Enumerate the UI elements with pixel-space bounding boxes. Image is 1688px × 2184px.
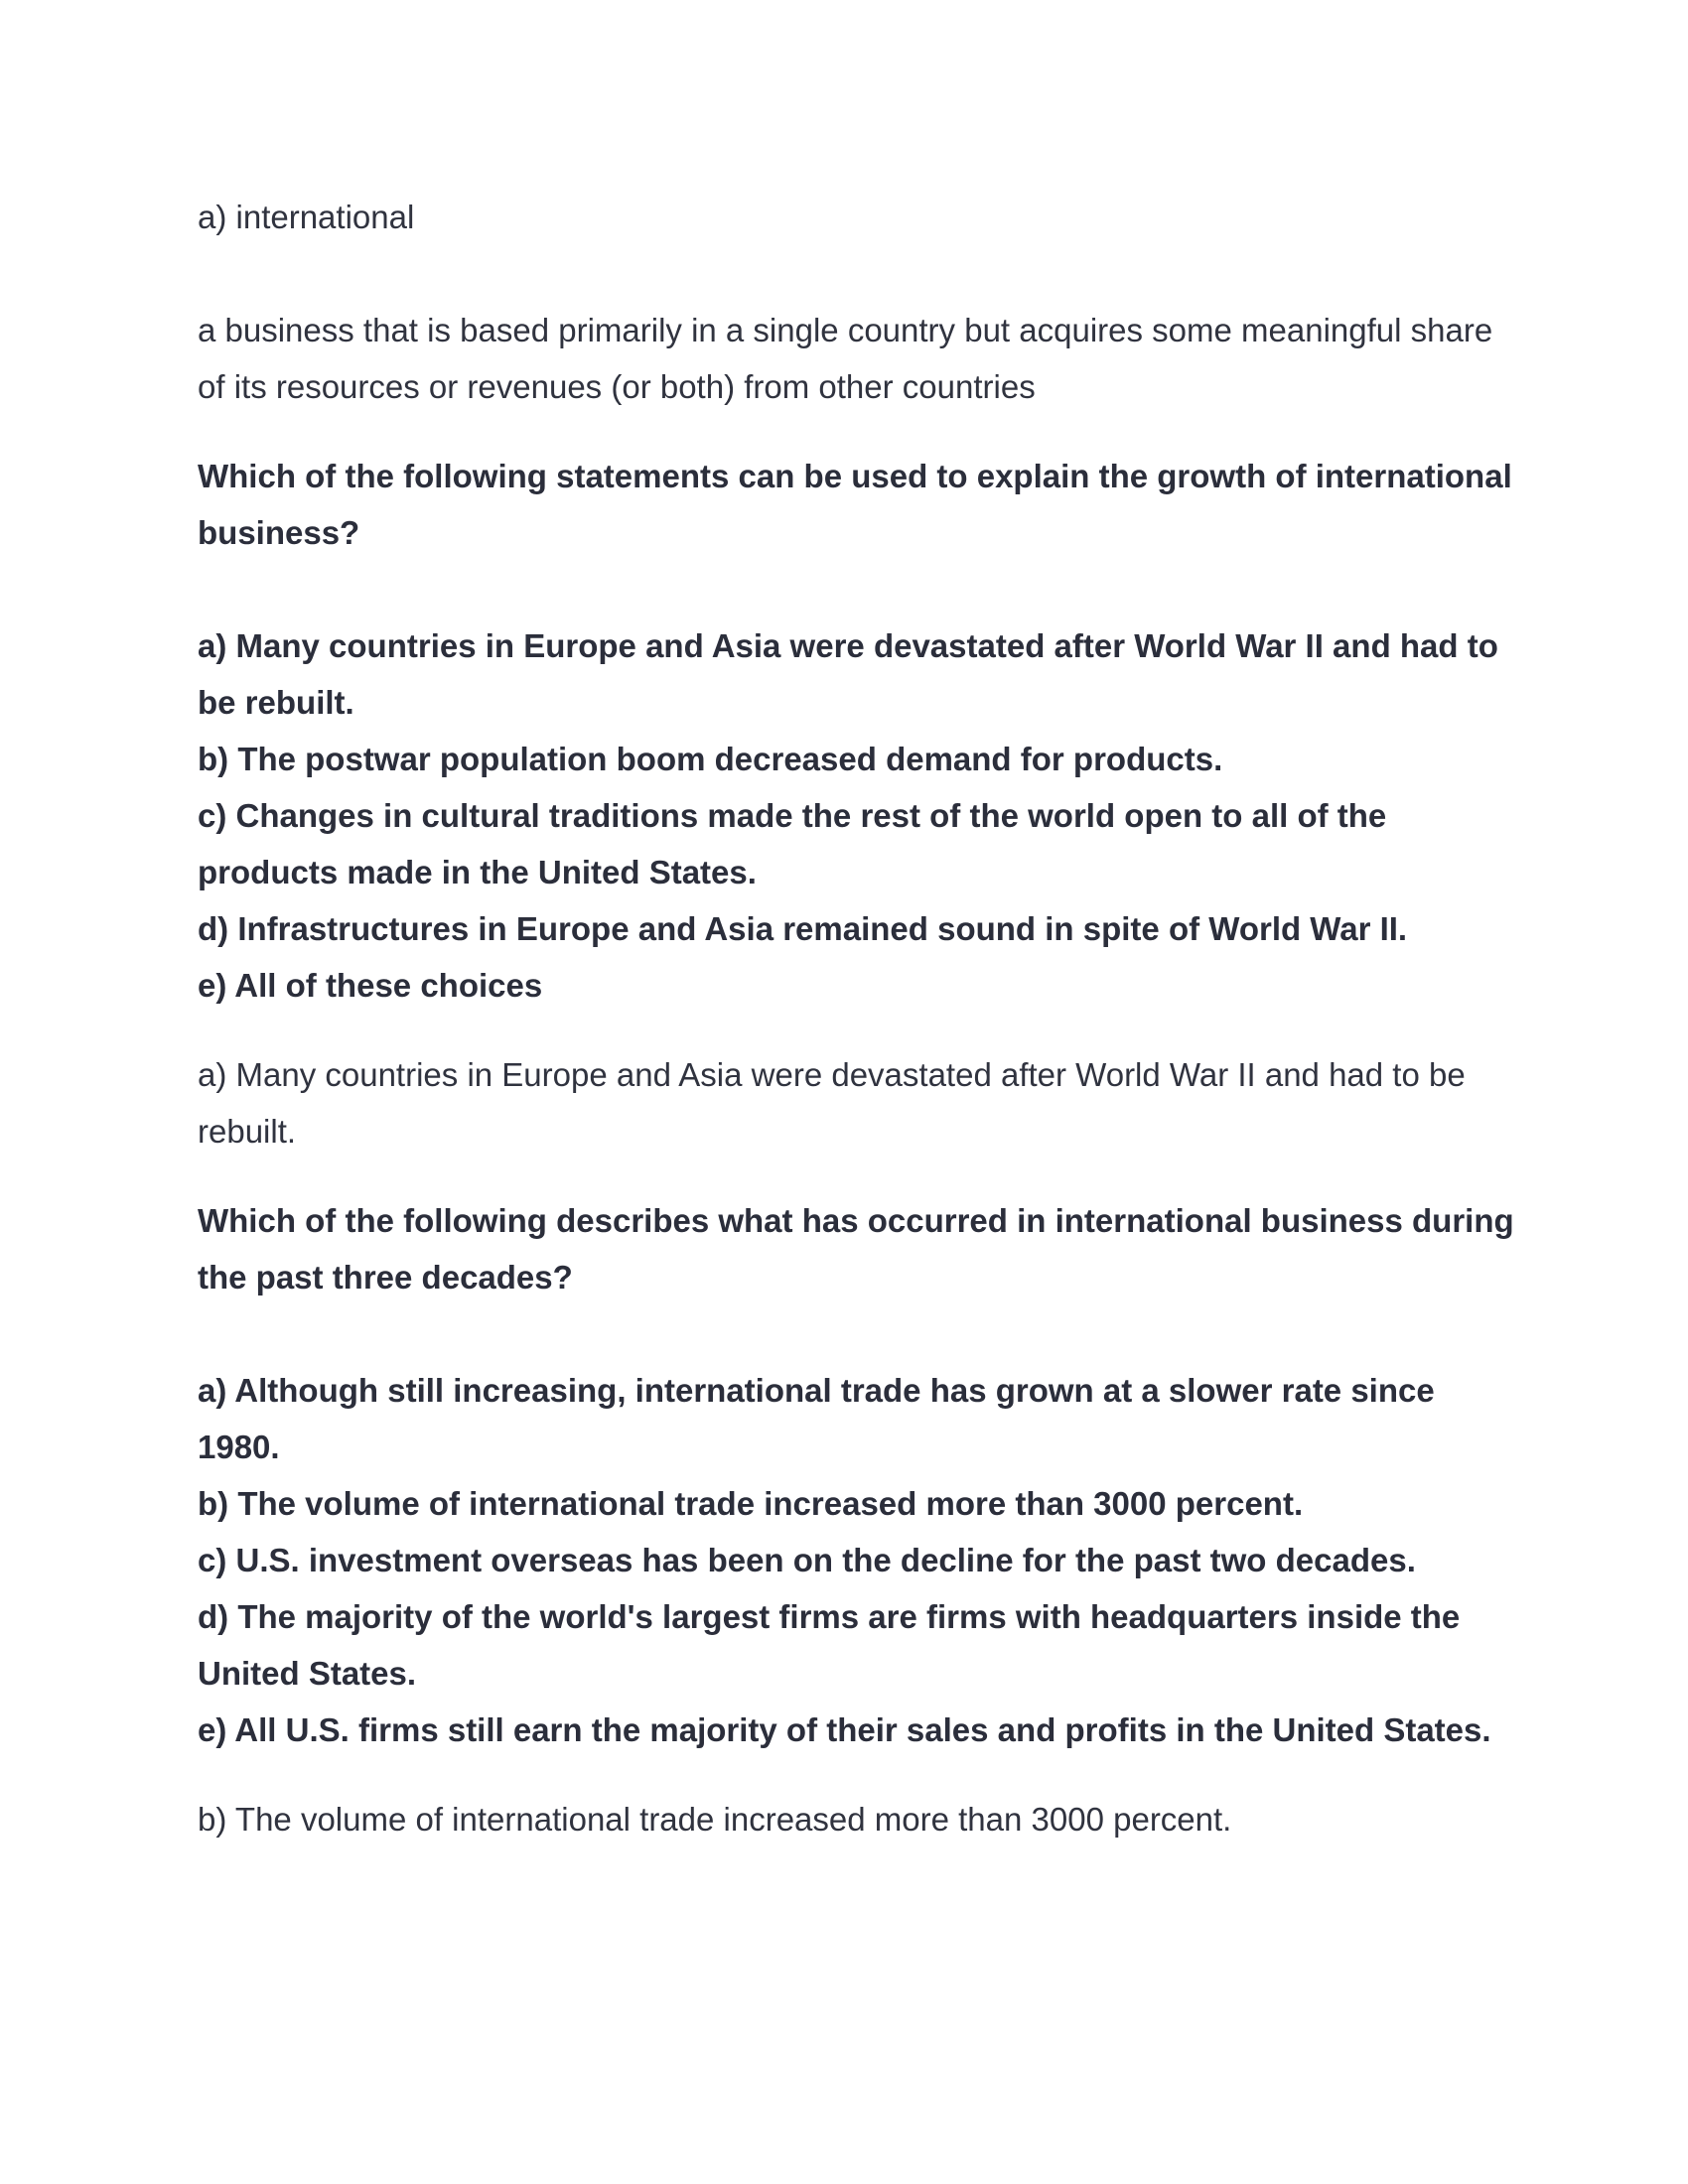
spacer <box>198 1305 1518 1362</box>
spacer <box>198 1014 1518 1046</box>
options-list <box>198 1362 1518 1758</box>
option-item: b) The volume of international trade increased more than 3000 percent. <box>198 1485 1304 1522</box>
options-list <box>198 617 1518 1014</box>
spacer <box>198 245 1518 302</box>
option-item: e) All of these choices <box>198 967 543 1004</box>
option-item: d) The majority of the world's largest firms are firms with headquarters inside the United States. <box>198 1598 1461 1692</box>
spacer <box>198 415 1518 448</box>
definition-text: a business that is based primarily in a single country but acquires some meaningful share of its resources or revenues (or both) from other countries <box>198 312 1493 405</box>
option-item: c) Changes in cultural traditions made the rest of the world open to all of the products made in the United States. <box>198 797 1387 890</box>
question-text: Which of the following describes what has occurred in international business during the past three decades? <box>198 1202 1514 1296</box>
answer-text: a) Many countries in Europe and Asia were devastated after World War II and had to be rebuilt. <box>198 1056 1466 1150</box>
spacer <box>198 1758 1518 1791</box>
spacer <box>198 561 1518 617</box>
option-item: d) Infrastructures in Europe and Asia remained sound in spite of World War II. <box>198 910 1408 947</box>
document-page <box>198 189 1518 1847</box>
spacer <box>198 1160 1518 1192</box>
option-item: b) The postwar population boom decreased demand for products. <box>198 741 1223 777</box>
question-text: Which of the following statements can be used to explain the growth of international business? <box>198 458 1512 551</box>
answer-text: b) The volume of international trade increased more than 3000 percent. <box>198 1801 1232 1838</box>
answer-text: a) international <box>198 199 415 235</box>
option-item: c) U.S. investment overseas has been on the decline for the past two decades. <box>198 1542 1416 1578</box>
option-item: a) Although still increasing, international trade has grown at a slower rate since 1980. <box>198 1372 1435 1465</box>
option-item: e) All U.S. firms still earn the majority of their sales and profits in the United States. <box>198 1711 1491 1748</box>
option-item: a) Many countries in Europe and Asia were devastated after World War II and had to be rebuilt. <box>198 627 1498 721</box>
